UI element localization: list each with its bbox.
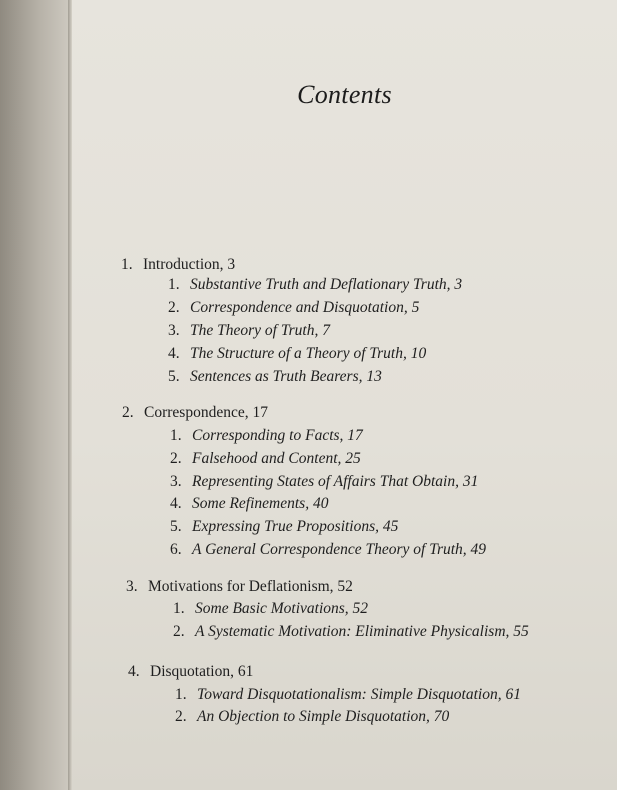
section-title: A Systematic Motivation: Eliminative Physicalism, 55	[195, 623, 529, 640]
section-number: 5.	[168, 368, 180, 385]
section-title: Falsehood and Content, 25	[192, 450, 361, 467]
toc-section-4-2	[175, 708, 449, 726]
section-number: 4.	[170, 495, 182, 512]
section-number: 4.	[168, 345, 180, 362]
section-number: 2.	[168, 299, 180, 316]
section-number: 2.	[175, 708, 187, 725]
section-number: 1.	[173, 600, 185, 617]
section-number: 6.	[170, 541, 182, 558]
chapter-title: Disquotation, 61	[150, 663, 254, 680]
section-title: Some Basic Motivations, 52	[195, 600, 369, 617]
chapter-title: Correspondence, 17	[144, 404, 268, 421]
toc-section-2-2	[170, 450, 361, 468]
toc-chapter-3	[126, 578, 353, 596]
section-title: An Objection to Simple Disquotation, 70	[197, 708, 450, 725]
page-title: Contents	[297, 80, 392, 109]
toc-section-1-5	[168, 368, 382, 386]
chapter-number: 4.	[128, 663, 140, 680]
toc-section-4-1	[175, 686, 521, 704]
toc-section-3-2	[173, 623, 529, 641]
toc-section-1-2	[168, 299, 419, 317]
toc-section-1-1	[168, 276, 462, 294]
chapter-title: Motivations for Deflationism, 52	[148, 578, 353, 595]
chapter-number: 3.	[126, 578, 138, 595]
section-title: Representing States of Affairs That Obtain, 31	[192, 473, 479, 490]
section-title: Corresponding to Facts, 17	[192, 427, 363, 444]
toc-section-2-5	[170, 518, 398, 536]
section-number: 1.	[175, 686, 187, 703]
toc-section-2-3	[170, 473, 478, 491]
chapter-title: Introduction, 3	[143, 256, 236, 273]
toc-section-1-3	[168, 322, 330, 340]
toc-section-2-6	[170, 541, 486, 559]
section-title: Toward Disquotationalism: Simple Disquotation, 61	[197, 686, 521, 703]
toc-chapter-4	[128, 663, 253, 681]
section-number: 3.	[170, 473, 182, 490]
section-number: 1.	[168, 276, 180, 293]
section-title: Substantive Truth and Deflationary Truth, 3	[190, 276, 463, 293]
chapter-number: 1.	[121, 256, 133, 273]
toc-section-2-4	[170, 495, 328, 513]
toc-chapter-2	[122, 404, 268, 422]
section-number: 2.	[173, 623, 185, 640]
section-title: Expressing True Propositions, 45	[192, 518, 399, 535]
toc-section-2-1	[170, 427, 363, 445]
section-title: The Structure of a Theory of Truth, 10	[190, 345, 427, 362]
section-title: The Theory of Truth, 7	[190, 322, 330, 339]
section-number: 3.	[168, 322, 180, 339]
section-title: Some Refinements, 40	[192, 495, 329, 512]
section-title: Sentences as Truth Bearers, 13	[190, 368, 382, 385]
section-title: A General Correspondence Theory of Truth, 49	[192, 541, 487, 558]
section-title: Correspondence and Disquotation, 5	[190, 299, 420, 316]
book-spine	[0, 0, 72, 790]
toc-section-1-4	[168, 345, 426, 363]
section-number: 1.	[170, 427, 182, 444]
section-number: 2.	[170, 450, 182, 467]
chapter-number: 2.	[122, 404, 134, 421]
section-number: 5.	[170, 518, 182, 535]
toc-chapter-1	[121, 256, 235, 274]
toc-section-3-1	[173, 600, 368, 618]
